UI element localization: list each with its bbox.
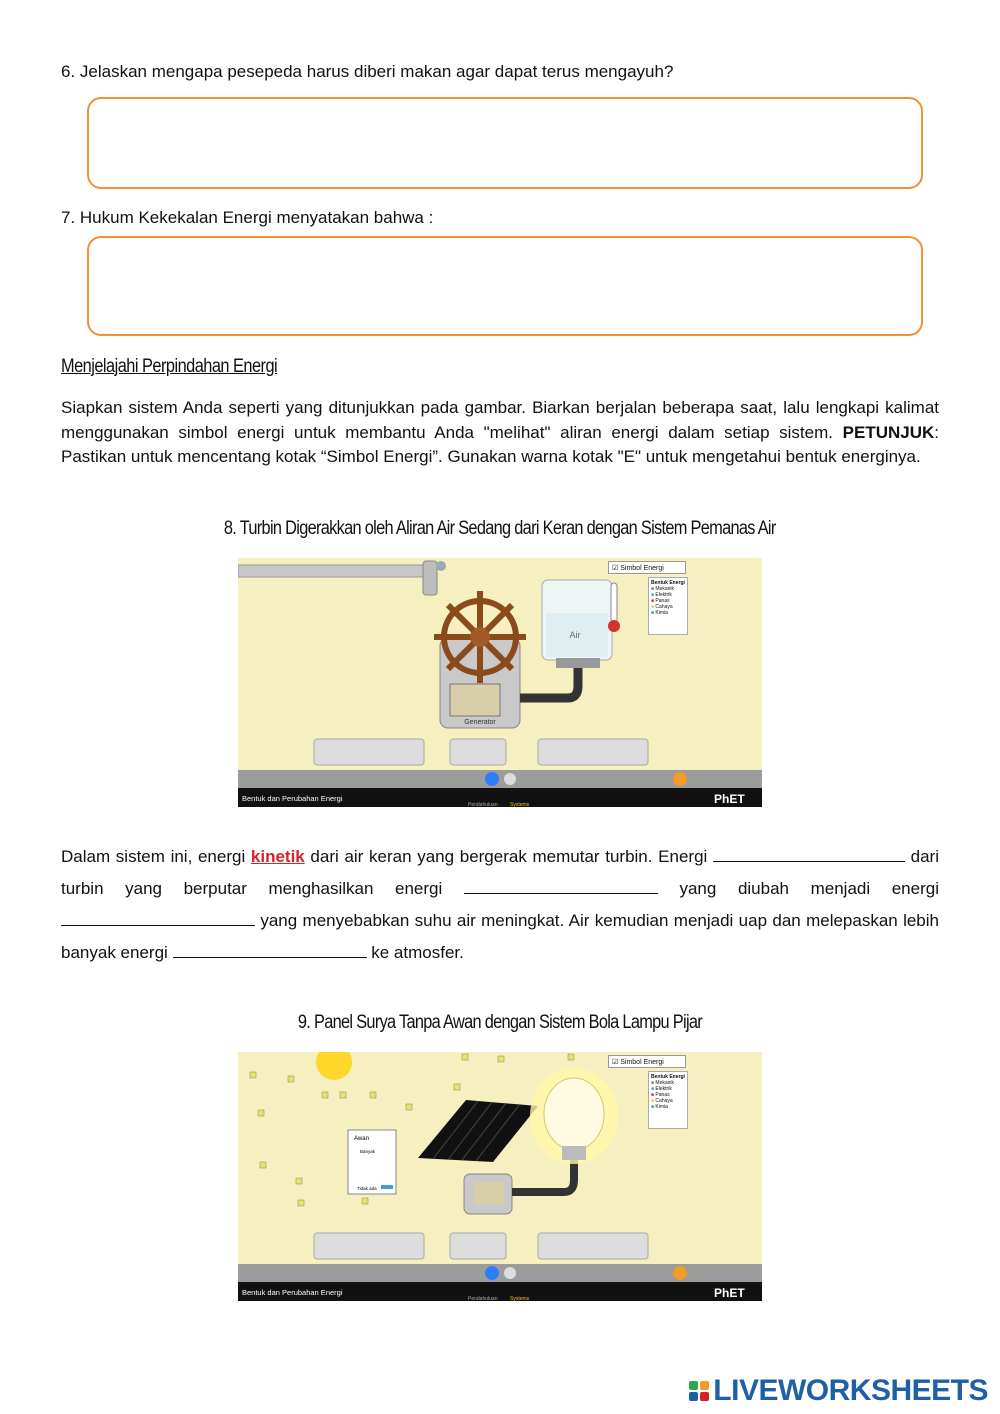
energy-symbol-checkbox[interactable]: ☑ Simbol Energi (608, 561, 686, 574)
logo-text: LIVEWORKSHEETS (713, 1374, 988, 1407)
answer-box-6[interactable] (87, 97, 923, 189)
reset-icon (673, 1266, 687, 1280)
pause-icon (485, 1266, 499, 1280)
light-bulb-icon (544, 1078, 604, 1150)
answer-box-7[interactable] (87, 236, 923, 336)
q8-fill-paragraph: Dalam sistem ini, energi kinetik dari air keran yang bergerak memutar turbin. Energi dari turbin yang berputar menghasilkan energi yang diubah menjadi energi yang menyebabkan suhu air meningkat. Air kemudian menjadi uap dan melepaskan lebih banyak energi ke atmosfer. (61, 847, 939, 962)
svg-text:Banyak: Banyak (360, 1149, 376, 1154)
intro-text: Siapkan sistem Anda seperti yang ditunjukkan pada gambar. Biarkan berjalan beberapa saat, lalu lengkapi kalimat menggunakan simbol energi untuk membantu Anda "melihat" aliran energi dalam setiap sistem. (61, 398, 939, 442)
sim-9 (238, 1052, 762, 1301)
svg-text:Awan: Awan (354, 1136, 369, 1142)
reset-icon (673, 772, 687, 786)
solar-panel-icon (418, 1100, 538, 1162)
faucet-icon (423, 561, 437, 595)
question-7: 7. Hukum Kekekalan Energi menyatakan bahwa : (61, 208, 434, 227)
svg-text:Tidak ada: Tidak ada (357, 1186, 377, 1191)
energy-symbol-checkbox[interactable]: ☑ Simbol Energi (608, 1055, 686, 1068)
question-6: 6. Jelaskan mengapa pesepeda harus diberi makan agar dapat terus mengayuh? (61, 62, 674, 81)
svg-text:Generator: Generator (464, 719, 496, 726)
figure-9-title: 9. Panel Surya Tanpa Awan dengan Sistem Bola Lampu Pijar (297, 1012, 703, 1033)
blank-4[interactable] (173, 941, 367, 958)
blank-3[interactable] (61, 909, 255, 926)
svg-text:PhET: PhET (714, 792, 745, 806)
pause-icon (485, 772, 499, 786)
liveworksheets-logo (689, 1374, 988, 1408)
answer-kinetik[interactable]: kinetik (250, 847, 305, 866)
sim-8 (238, 558, 762, 807)
svg-text:Pendahuluan: Pendahuluan (468, 802, 498, 807)
section-title: Menjelajahi Perpindahan Energi (61, 356, 278, 377)
svg-text:Bentuk dan Perubahan Energi: Bentuk dan Perubahan Energi (242, 794, 343, 803)
figure-8-title: 8. Turbin Digerakkan oleh Aliran Air Sedang dari Keran dengan Sistem Pemanas Air (224, 518, 776, 539)
svg-text:Systems: Systems (510, 1296, 530, 1301)
svg-text:Air: Air (569, 630, 581, 640)
svg-text:Pendahuluan: Pendahuluan (468, 1296, 498, 1301)
svg-text:Systems: Systems (510, 802, 530, 807)
energy-legend: Bentuk Energi ■ Mekanik ■ Elektrik ■ Panas ■ Cahaya ■ Kimia (648, 577, 688, 635)
blank-1[interactable] (713, 845, 905, 862)
intro-paragraph (61, 396, 939, 470)
svg-text:Bentuk dan Perubahan Energi: Bentuk dan Perubahan Energi (242, 1288, 343, 1297)
energy-legend: Bentuk Energi ■ Mekanik ■ Elektrik ■ Panas ■ Cahaya ■ Kimia (648, 1071, 688, 1129)
svg-text:PhET: PhET (714, 1286, 745, 1300)
logo-mark-icon (689, 1381, 709, 1401)
hint-label: PETUNJUK (842, 422, 935, 442)
blank-2[interactable] (464, 877, 658, 894)
sun-icon (316, 1052, 352, 1080)
hint-text: : Pastikan untuk mencentang kotak “Simbol Energi”. Gunakan warna kotak "E" untuk mengetahui bentuk energinya. (61, 422, 939, 466)
